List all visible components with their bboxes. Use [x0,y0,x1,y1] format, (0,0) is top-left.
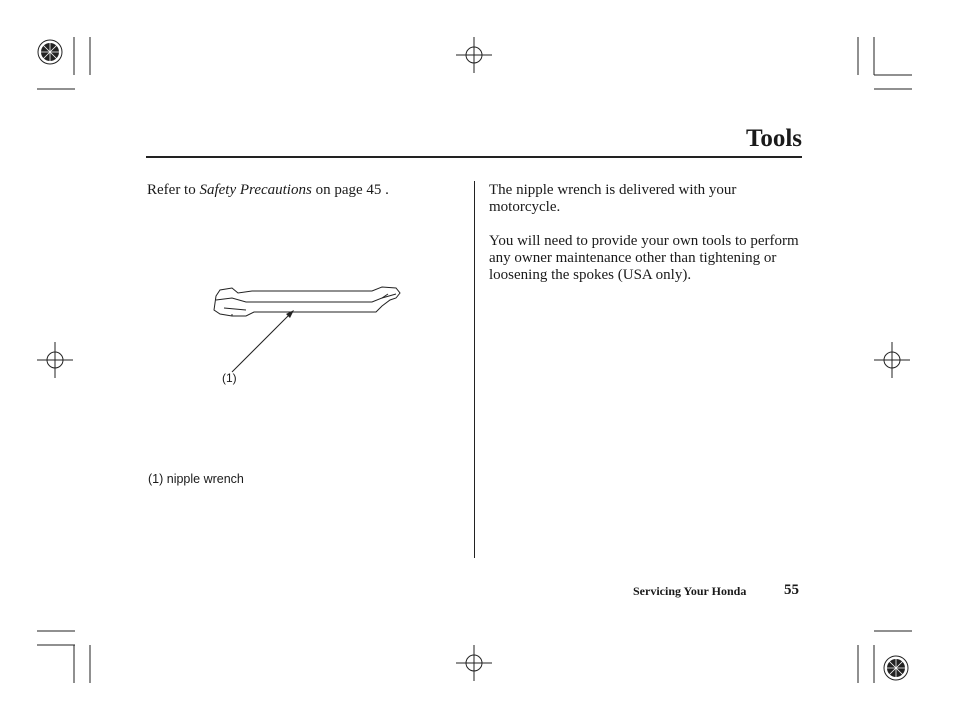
registration-target-icon [38,40,62,64]
figure-caption: (1) nipple wrench [148,472,244,486]
title-rule [146,156,802,158]
crosshair-icon [456,37,492,73]
intro-page-number[interactable]: 45 [366,182,382,198]
intro-suffix: on page [311,182,367,198]
intro-end: . [381,182,389,198]
figure-callout: (1) [222,371,237,385]
crosshair-icon [874,342,910,378]
intro-prefix: Refer to [147,182,200,198]
crosshair-icon [37,342,73,378]
right-paragraph-1: The nipple wrench is delivered with your motorcycle. [489,182,737,215]
registration-target-icon [884,656,908,680]
callout-arrow [228,306,300,376]
footer-page-number: 55 [784,582,799,598]
page-title: Tools [745,125,802,152]
crosshair-icon [456,645,492,681]
column-divider [474,181,475,558]
safety-precautions-link[interactable]: Safety Precautions [199,182,312,198]
right-paragraph-2: You will need to provide your own tools to perform any owner maintenance other than tightening or loosening the spokes (USA only). [489,233,799,283]
safety-reference [147,182,457,199]
footer-section-title: Servicing Your Honda [633,584,747,598]
